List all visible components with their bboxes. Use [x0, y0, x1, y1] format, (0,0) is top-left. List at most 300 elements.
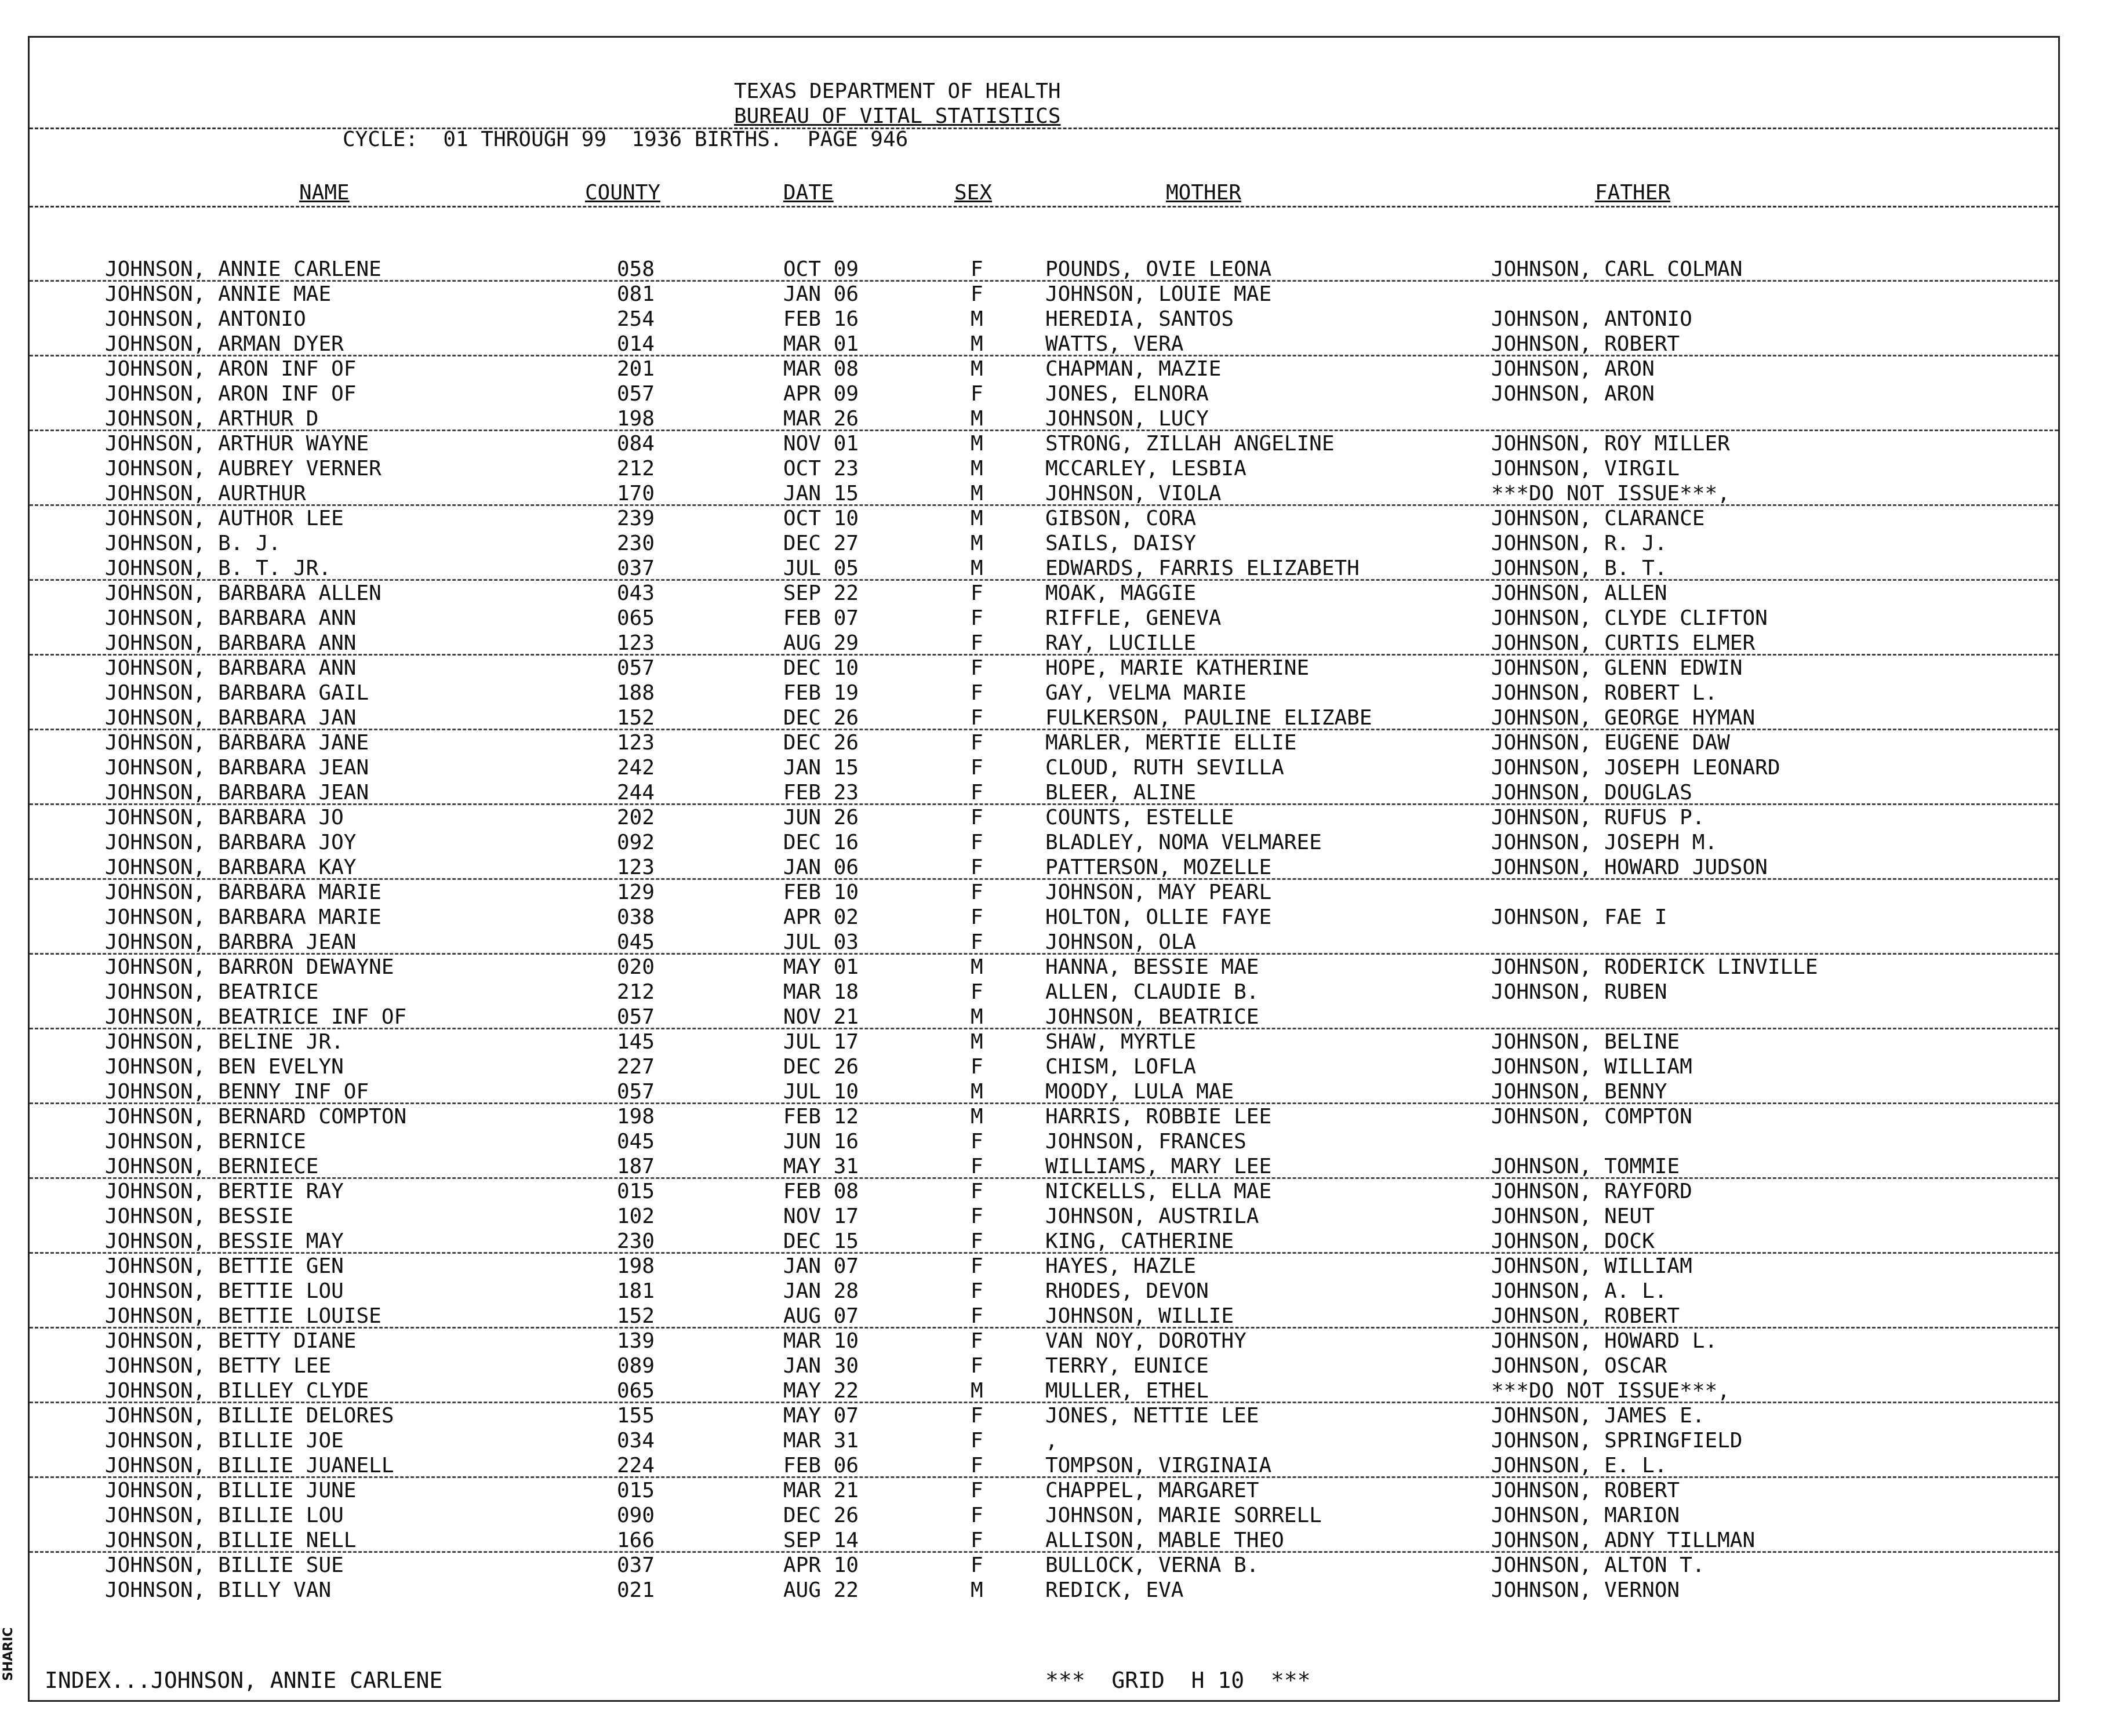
record-county: 212 — [617, 980, 655, 1004]
record-sex: F — [971, 731, 983, 755]
record-mother: PATTERSON, MOZELLE — [1045, 856, 1272, 879]
record-county: 123 — [617, 631, 655, 655]
record-father: JOHNSON, HOWARD JUDSON — [1491, 856, 1768, 879]
record-row — [30, 930, 2058, 955]
record-sex: F — [971, 1479, 983, 1502]
record-father: JOHNSON, CLARANCE — [1491, 507, 1705, 530]
record-father: ***DO NOT ISSUE***, — [1491, 482, 1730, 505]
record-name: JOHNSON, BETTY DIANE — [105, 1329, 357, 1353]
record-row — [30, 656, 2058, 680]
record-name: JOHNSON, BILLIE JUNE — [105, 1479, 357, 1502]
record-father: JOHNSON, ALTON T. — [1491, 1553, 1705, 1577]
record-sex: M — [971, 357, 983, 381]
record-row — [30, 1403, 2058, 1428]
record-date: APR 02 — [783, 905, 859, 929]
record-date: FEB 16 — [783, 307, 859, 331]
record-sex: F — [971, 1404, 983, 1428]
index-footer: INDEX...JOHNSON, ANNIE CARLENE — [45, 1668, 443, 1693]
record-name: JOHNSON, BARBARA JEAN — [105, 781, 369, 805]
record-name: JOHNSON, BILLIE NELL — [105, 1528, 357, 1552]
record-row — [30, 282, 2058, 307]
side-label: SHARIC — [1, 1627, 16, 1681]
record-name: JOHNSON, BERNIECE — [105, 1155, 319, 1178]
record-father: JOHNSON, ROBERT — [1491, 1304, 1680, 1328]
record-sex: F — [971, 930, 983, 954]
record-father: JOHNSON, CARL COLMAN — [1491, 257, 1743, 281]
record-mother: ALLEN, CLAUDIE B. — [1045, 980, 1259, 1004]
record-mother: ALLISON, MABLE THEO — [1045, 1528, 1284, 1552]
record-county: 123 — [617, 856, 655, 879]
record-row — [30, 805, 2058, 830]
record-row — [30, 1329, 2058, 1353]
record-mother: VAN NOY, DOROTHY — [1045, 1329, 1246, 1353]
record-county: 037 — [617, 556, 655, 580]
record-date: OCT 09 — [783, 257, 859, 281]
record-date: JAN 06 — [783, 856, 859, 879]
record-row — [30, 1353, 2058, 1378]
record-sex: M — [971, 307, 983, 331]
record-row — [30, 481, 2058, 506]
record-sex: F — [971, 1504, 983, 1527]
record-county: 242 — [617, 756, 655, 780]
record-date: AUG 29 — [783, 631, 859, 655]
record-sex: F — [971, 781, 983, 805]
record-county: 043 — [617, 581, 655, 605]
record-county: 021 — [617, 1578, 655, 1602]
record-father: JOHNSON, BELINE — [1491, 1030, 1680, 1054]
record-name: JOHNSON, BESSIE — [105, 1204, 294, 1228]
record-county: 020 — [617, 955, 655, 979]
record-row — [30, 1503, 2058, 1528]
record-name: JOHNSON, ARTHUR WAYNE — [105, 432, 369, 456]
record-father: JOHNSON, RAYFORD — [1491, 1180, 1692, 1203]
record-father: JOHNSON, ROBERT — [1491, 332, 1680, 356]
record-row — [30, 631, 2058, 656]
record-name: JOHNSON, BARBARA JO — [105, 806, 344, 829]
record-name: JOHNSON, BILLY VAN — [105, 1578, 332, 1602]
record-mother: BULLOCK, VERNA B. — [1045, 1553, 1259, 1577]
record-father: JOHNSON, JOSEPH LEONARD — [1491, 756, 1780, 780]
record-sex: F — [971, 831, 983, 854]
record-mother: JOHNSON, MARIE SORRELL — [1045, 1504, 1322, 1527]
record-row — [30, 431, 2058, 456]
record-row — [30, 1079, 2058, 1104]
record-name: JOHNSON, BETTIE GEN — [105, 1254, 344, 1278]
record-county: 092 — [617, 831, 655, 854]
record-mother: JOHNSON, MAY PEARL — [1045, 880, 1272, 904]
record-mother: HEREDIA, SANTOS — [1045, 307, 1234, 331]
record-row — [30, 1528, 2058, 1553]
column-header-divider — [30, 206, 2058, 208]
record-name: JOHNSON, BEATRICE — [105, 980, 319, 1004]
record-sex: F — [971, 1279, 983, 1303]
record-father: JOHNSON, ROY MILLER — [1491, 432, 1730, 456]
record-row — [30, 406, 2058, 431]
record-father: JOHNSON, R. J. — [1491, 532, 1667, 555]
record-sex: F — [971, 656, 983, 680]
record-row — [30, 1229, 2058, 1254]
record-county: 058 — [617, 257, 655, 281]
record-mother: WATTS, VERA — [1045, 332, 1184, 356]
record-row — [30, 1304, 2058, 1329]
record-mother: MOAK, MAGGIE — [1045, 581, 1197, 605]
record-row — [30, 1453, 2058, 1478]
record-row — [30, 1054, 2058, 1079]
record-date: OCT 23 — [783, 457, 859, 481]
record-name: JOHNSON, BARBARA MARIE — [105, 880, 381, 904]
record-mother: BLADLEY, NOMA VELMAREE — [1045, 831, 1322, 854]
record-date: MAR 08 — [783, 357, 859, 381]
record-county: 065 — [617, 606, 655, 630]
record-name: JOHNSON, ARMAN DYER — [105, 332, 344, 356]
record-mother: COUNTS, ESTELLE — [1045, 806, 1234, 829]
record-row — [30, 1553, 2058, 1578]
record-date: JAN 07 — [783, 1254, 859, 1278]
record-county: 015 — [617, 1180, 655, 1203]
record-sex: M — [971, 432, 983, 456]
record-name: JOHNSON, BILLIE JUANELL — [105, 1454, 394, 1477]
column-header-sex: SEX — [954, 181, 993, 205]
record-sex: M — [971, 482, 983, 505]
record-mother: HAYES, HAZLE — [1045, 1254, 1197, 1278]
record-row — [30, 257, 2058, 282]
record-county: 129 — [617, 880, 655, 904]
record-name: JOHNSON, ANTONIO — [105, 307, 306, 331]
record-sex: F — [971, 1553, 983, 1577]
record-mother: HANNA, BESSIE MAE — [1045, 955, 1259, 979]
record-name: JOHNSON, BERNARD COMPTON — [105, 1105, 407, 1129]
record-county: 187 — [617, 1155, 655, 1178]
record-mother: JOHNSON, LUCY — [1045, 407, 1209, 431]
record-date: DEC 26 — [783, 706, 859, 730]
record-row — [30, 456, 2058, 481]
record-date: DEC 26 — [783, 1504, 859, 1527]
record-sex: F — [971, 1055, 983, 1079]
record-name: JOHNSON, BARBARA ANN — [105, 631, 357, 655]
record-row — [30, 1478, 2058, 1503]
record-father: JOHNSON, NEUT — [1491, 1204, 1655, 1228]
record-mother: RHODES, DEVON — [1045, 1279, 1209, 1303]
record-mother: REDICK, EVA — [1045, 1578, 1184, 1602]
record-name: JOHNSON, BETTIE LOU — [105, 1279, 344, 1303]
record-name: JOHNSON, BILLIE SUE — [105, 1553, 344, 1577]
record-name: JOHNSON, BARBARA ALLEN — [105, 581, 381, 605]
record-county: 239 — [617, 507, 655, 530]
record-sex: F — [971, 856, 983, 879]
record-mother: GIBSON, CORA — [1045, 507, 1197, 530]
department-title: TEXAS DEPARTMENT OF HEALTH — [734, 79, 1061, 103]
record-county: 224 — [617, 1454, 655, 1477]
record-sex: F — [971, 706, 983, 730]
record-mother: STRONG, ZILLAH ANGELINE — [1045, 432, 1335, 456]
record-row — [30, 980, 2058, 1005]
record-mother: JOHNSON, WILLIE — [1045, 1304, 1234, 1328]
record-mother: JOHNSON, OLA — [1045, 930, 1197, 954]
record-father: JOHNSON, DOCK — [1491, 1229, 1655, 1253]
record-sex: F — [971, 631, 983, 655]
record-date: OCT 10 — [783, 507, 859, 530]
record-date: DEC 26 — [783, 1055, 859, 1079]
record-father: JOHNSON, COMPTON — [1491, 1105, 1692, 1129]
record-mother: JONES, NETTIE LEE — [1045, 1404, 1259, 1428]
record-date: NOV 01 — [783, 432, 859, 456]
record-sex: M — [971, 332, 983, 356]
record-mother: CHAPPEL, MARGARET — [1045, 1479, 1259, 1502]
record-date: MAY 31 — [783, 1155, 859, 1178]
record-sex: M — [971, 507, 983, 530]
record-row — [30, 705, 2058, 730]
record-sex: F — [971, 1155, 983, 1178]
bureau-title: BUREAU OF VITAL STATISTICS — [734, 104, 1061, 128]
record-date: JAN 15 — [783, 482, 859, 505]
record-row — [30, 905, 2058, 930]
record-name: JOHNSON, BILLIE DELORES — [105, 1404, 394, 1428]
record-father: JOHNSON, MARION — [1491, 1504, 1680, 1527]
record-father: JOHNSON, ARON — [1491, 382, 1655, 406]
record-father: JOHNSON, ROBERT — [1491, 1479, 1680, 1502]
record-row — [30, 506, 2058, 531]
record-date: MAR 01 — [783, 332, 859, 356]
record-date: FEB 19 — [783, 681, 859, 705]
record-date: DEC 10 — [783, 656, 859, 680]
record-mother: NICKELLS, ELLA MAE — [1045, 1180, 1272, 1203]
record-row — [30, 606, 2058, 631]
record-sex: F — [971, 257, 983, 281]
record-sex: F — [971, 282, 983, 306]
record-row — [30, 1204, 2058, 1229]
record-date: FEB 06 — [783, 1454, 859, 1477]
record-date: DEC 26 — [783, 731, 859, 755]
record-row — [30, 730, 2058, 755]
record-county: 230 — [617, 532, 655, 555]
record-sex: F — [971, 1429, 983, 1453]
record-sex: M — [971, 1105, 983, 1129]
record-date: APR 09 — [783, 382, 859, 406]
record-name: JOHNSON, BELINE JR. — [105, 1030, 344, 1054]
record-date: AUG 22 — [783, 1578, 859, 1602]
record-date: MAR 21 — [783, 1479, 859, 1502]
record-father: JOHNSON, RUBEN — [1491, 980, 1667, 1004]
record-mother: JOHNSON, LOUIE MAE — [1045, 282, 1272, 306]
record-county: 057 — [617, 1080, 655, 1104]
record-date: DEC 16 — [783, 831, 859, 854]
record-name: JOHNSON, BARBARA JEAN — [105, 756, 369, 780]
record-mother: FULKERSON, PAULINE ELIZABE — [1045, 706, 1372, 730]
grid-footer: *** GRID H 10 *** — [1045, 1668, 1311, 1693]
record-name: JOHNSON, BARRON DEWAYNE — [105, 955, 394, 979]
record-row — [30, 1029, 2058, 1054]
record-row — [30, 1179, 2058, 1204]
record-county: 015 — [617, 1479, 655, 1502]
record-sex: M — [971, 407, 983, 431]
record-mother: HOLTON, OLLIE FAYE — [1045, 905, 1272, 929]
record-name: JOHNSON, BARBARA ANN — [105, 656, 357, 680]
record-row — [30, 581, 2058, 606]
record-father: JOHNSON, WILLIAM — [1491, 1254, 1692, 1278]
record-father: JOHNSON, ADNY TILLMAN — [1491, 1528, 1756, 1552]
record-row — [30, 1378, 2058, 1403]
record-row — [30, 381, 2058, 406]
record-mother: RIFFLE, GENEVA — [1045, 606, 1222, 630]
record-father: JOHNSON, ANTONIO — [1491, 307, 1692, 331]
record-county: 181 — [617, 1279, 655, 1303]
record-name: JOHNSON, BEN EVELYN — [105, 1055, 344, 1079]
record-father: JOHNSON, CURTIS ELMER — [1491, 631, 1756, 655]
record-date: MAY 22 — [783, 1379, 859, 1403]
record-sex: F — [971, 1329, 983, 1353]
record-county: 198 — [617, 1254, 655, 1278]
record-mother: TOMPSON, VIRGINAIA — [1045, 1454, 1272, 1477]
record-mother: CHAPMAN, MAZIE — [1045, 357, 1222, 381]
record-county: 139 — [617, 1329, 655, 1353]
record-name: JOHNSON, BILLIE JOE — [105, 1429, 344, 1453]
record-row — [30, 531, 2058, 556]
record-sex: F — [971, 1304, 983, 1328]
record-date: MAR 26 — [783, 407, 859, 431]
record-county: 081 — [617, 282, 655, 306]
record-mother: , — [1045, 1429, 1058, 1453]
record-father: JOHNSON, B. T. — [1491, 556, 1667, 580]
record-sex: F — [971, 905, 983, 929]
record-mother: CHISM, LOFLA — [1045, 1055, 1197, 1079]
record-county: 057 — [617, 382, 655, 406]
record-sex: F — [971, 1130, 983, 1153]
record-row — [30, 1129, 2058, 1154]
record-date: SEP 22 — [783, 581, 859, 605]
record-sex: F — [971, 1454, 983, 1477]
record-date: APR 10 — [783, 1553, 859, 1577]
record-father: JOHNSON, HOWARD L. — [1491, 1329, 1718, 1353]
record-row — [30, 780, 2058, 805]
record-father: JOHNSON, A. L. — [1491, 1279, 1667, 1303]
record-name: JOHNSON, BETTY LEE — [105, 1354, 332, 1378]
record-father: JOHNSON, GLENN EDWIN — [1491, 656, 1743, 680]
record-name: JOHNSON, BILLEY CLYDE — [105, 1379, 369, 1403]
record-date: JAN 06 — [783, 282, 859, 306]
record-father: ***DO NOT ISSUE***, — [1491, 1379, 1730, 1403]
record-sex: M — [971, 556, 983, 580]
record-father: JOHNSON, VIRGIL — [1491, 457, 1680, 481]
record-mother: JOHNSON, VIOLA — [1045, 482, 1222, 505]
record-county: 045 — [617, 1130, 655, 1153]
record-date: JAN 30 — [783, 1354, 859, 1378]
record-sex: F — [971, 1204, 983, 1228]
record-date: JUN 26 — [783, 806, 859, 829]
record-sex: M — [971, 1030, 983, 1054]
record-name: JOHNSON, ARTHUR D — [105, 407, 319, 431]
record-date: FEB 12 — [783, 1105, 859, 1129]
record-county: 034 — [617, 1429, 655, 1453]
record-date: NOV 21 — [783, 1005, 859, 1029]
record-county: 102 — [617, 1204, 655, 1228]
record-mother: WILLIAMS, MARY LEE — [1045, 1155, 1272, 1178]
record-father: JOHNSON, ALLEN — [1491, 581, 1667, 605]
record-father: JOHNSON, TOMMIE — [1491, 1155, 1680, 1178]
record-date: AUG 07 — [783, 1304, 859, 1328]
record-name: JOHNSON, ANNIE CARLENE — [105, 257, 381, 281]
record-row — [30, 680, 2058, 705]
record-sex: F — [971, 1254, 983, 1278]
record-date: MAR 31 — [783, 1429, 859, 1453]
record-date: FEB 23 — [783, 781, 859, 805]
record-row — [30, 855, 2058, 880]
record-row — [30, 1005, 2058, 1029]
record-mother: KING, CATHERINE — [1045, 1229, 1234, 1253]
record-father: JOHNSON, SPRINGFIELD — [1491, 1429, 1743, 1453]
record-mother: JOHNSON, BEATRICE — [1045, 1005, 1259, 1029]
record-mother: JONES, ELNORA — [1045, 382, 1209, 406]
record-name: JOHNSON, BARBARA GAIL — [105, 681, 369, 705]
record-father: JOHNSON, RUFUS P. — [1491, 806, 1705, 829]
record-county: 170 — [617, 482, 655, 505]
record-sex: M — [971, 1005, 983, 1029]
record-name: JOHNSON, BARBARA MARIE — [105, 905, 381, 929]
record-date: JUL 10 — [783, 1080, 859, 1104]
column-header-name: NAME — [299, 181, 350, 205]
record-father: JOHNSON, OSCAR — [1491, 1354, 1667, 1378]
record-sex: M — [971, 1379, 983, 1403]
record-county: 057 — [617, 1005, 655, 1029]
record-name: JOHNSON, BESSIE MAY — [105, 1229, 344, 1253]
record-county: 152 — [617, 706, 655, 730]
record-mother: POUNDS, OVIE LEONA — [1045, 257, 1272, 281]
record-name: JOHNSON, B. T. JR. — [105, 556, 332, 580]
record-father: JOHNSON, GEORGE HYMAN — [1491, 706, 1756, 730]
record-mother: MCCARLEY, LESBIA — [1045, 457, 1246, 481]
record-row — [30, 1578, 2058, 1603]
record-date: MAY 01 — [783, 955, 859, 979]
record-county: 038 — [617, 905, 655, 929]
record-name: JOHNSON, AUTHOR LEE — [105, 507, 344, 530]
record-sex: M — [971, 532, 983, 555]
record-date: JAN 28 — [783, 1279, 859, 1303]
record-name: JOHNSON, BERNICE — [105, 1130, 306, 1153]
record-name: JOHNSON, ARON INF OF — [105, 357, 357, 381]
record-father: JOHNSON, FAE I — [1491, 905, 1667, 929]
record-county: 155 — [617, 1404, 655, 1428]
record-county: 201 — [617, 357, 655, 381]
record-sex: M — [971, 457, 983, 481]
vital-statistics-sheet — [28, 36, 2060, 1702]
record-name: JOHNSON, BARBARA JANE — [105, 731, 369, 755]
record-name: JOHNSON, BARBRA JEAN — [105, 930, 357, 954]
record-county: 084 — [617, 432, 655, 456]
record-father: JOHNSON, RODERICK LINVILLE — [1491, 955, 1818, 979]
record-name: JOHNSON, BARBARA JOY — [105, 831, 357, 854]
column-header-mother: MOTHER — [1166, 181, 1242, 205]
record-father: JOHNSON, JOSEPH M. — [1491, 831, 1718, 854]
record-county: 198 — [617, 1105, 655, 1129]
record-date: JUL 03 — [783, 930, 859, 954]
record-county: 089 — [617, 1354, 655, 1378]
cycle-line: CYCLE: 01 THROUGH 99 1936 BIRTHS. PAGE 946 — [343, 128, 908, 151]
record-father: JOHNSON, EUGENE DAW — [1491, 731, 1730, 755]
record-county: 244 — [617, 781, 655, 805]
column-header-father: FATHER — [1595, 181, 1671, 205]
record-county: 037 — [617, 1553, 655, 1577]
record-county: 145 — [617, 1030, 655, 1054]
record-row — [30, 1279, 2058, 1304]
record-county: 065 — [617, 1379, 655, 1403]
record-name: JOHNSON, BARBARA ANN — [105, 606, 357, 630]
record-name: JOHNSON, BERTIE RAY — [105, 1180, 344, 1203]
record-mother: EDWARDS, FARRIS ELIZABETH — [1045, 556, 1360, 580]
record-mother: HOPE, MARIE KATHERINE — [1045, 656, 1310, 680]
record-sex: F — [971, 1180, 983, 1203]
record-sex: F — [971, 880, 983, 904]
record-county: 014 — [617, 332, 655, 356]
record-sex: M — [971, 955, 983, 979]
